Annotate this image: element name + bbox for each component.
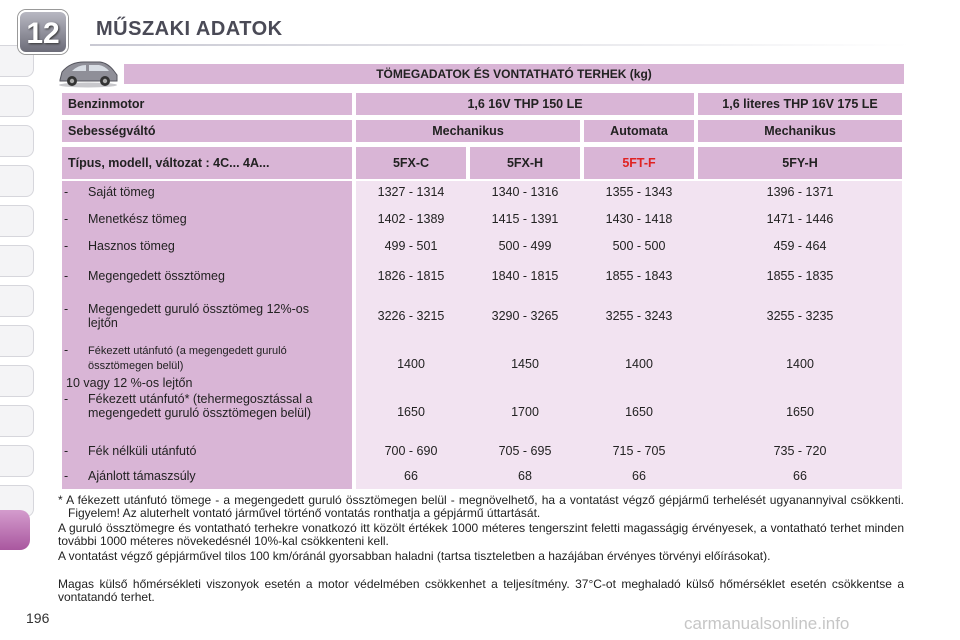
- cell-value: 3290 - 3265: [491, 309, 559, 323]
- title-divider: [90, 44, 910, 46]
- engine-a: 1,6 16V THP 150 LE: [356, 93, 694, 115]
- row-label-extra: 10 vagy 12 %-os lejtőn: [66, 376, 193, 390]
- row-label: Fék nélküli utánfutó: [88, 444, 197, 458]
- engine-row: [62, 93, 902, 115]
- chapter-tab[interactable]: [0, 445, 34, 477]
- cell-value: 1355 - 1343: [605, 185, 673, 199]
- cell-value: 1430 - 1418: [605, 212, 673, 226]
- chapter-tab[interactable]: [0, 405, 34, 437]
- row-label: Ajánlott támaszsúly: [88, 469, 196, 483]
- active-chapter-tab[interactable]: [0, 510, 30, 550]
- chapter-tab[interactable]: [0, 205, 34, 237]
- cell-value: 1840 - 1815: [491, 269, 559, 283]
- cell-value: 1400: [786, 357, 814, 371]
- gearbox-row: [62, 120, 902, 142]
- cell-value: 1402 - 1389: [377, 212, 445, 226]
- cell-value: 1826 - 1815: [377, 269, 445, 283]
- cell-value: 715 - 705: [612, 444, 666, 458]
- engine-b: 1,6 literes THP 16V 175 LE: [698, 93, 902, 115]
- watermark: carmanualsonline.info: [684, 614, 850, 633]
- cell-value: 66: [404, 469, 418, 483]
- cell-value: 499 - 501: [384, 239, 438, 253]
- type-code-highlighted: 5FT-F: [584, 147, 694, 179]
- type-code: 5FY-H: [698, 147, 902, 179]
- type-row: [62, 147, 902, 179]
- row-label: Megengedett össztömeg: [88, 269, 225, 283]
- cell-value: 1855 - 1843: [605, 269, 673, 283]
- value-column-bg: [356, 181, 902, 489]
- cell-value: 66: [632, 469, 646, 483]
- row-label: Hasznos tömeg: [88, 239, 175, 253]
- spec-table-header: [58, 88, 906, 184]
- spec-table-body: - Saját tömeg 1327 - 1314 1340 - 1316 1355 - 1343 1396 - 1371 - Menetkész tömeg 1402 - 1389 1415 - 1391 1430 - 1418 1471 - 1446 - Hasznos tömeg 499 - 501 500 - 499 500 - 500 459 - 464 - Megengedett össztömeg 1826 - 1815 1840 - 1815 1855 - 1843 1855 - 1835 - Megengedett guruló össztömeg 12%-os lejtőn 3226 - 3215 3290 - 3265 3255 - 3243 3255 - 3235 - Fékezett utánfutó (a megengedett guruló össztömegen belül) 10 vagy 12 %-os lejtőn 1400 1450 1400 1400 - Fékezett utánfutó* (tehermegosztással a megengedett guruló össztömegen belül) 1650 1700 1650 1650 - Fék nélküli utánfutó 700 - 690 705 - 695 715 - 705 735 - 720 - Ajánlott támaszsúly 66 68 66 66: [58, 181, 904, 489]
- chapter-tab[interactable]: [0, 165, 34, 197]
- row-label-main: Fékezett utánfutó (a megengedett guruló össztömegen belül): [88, 345, 287, 372]
- cell-value: 1400: [397, 357, 425, 371]
- cell-value: 1396 - 1371: [766, 185, 834, 199]
- table-caption: TÖMEGADATOK ÉS VONTATHATÓ TERHEK (kg): [124, 64, 904, 84]
- row-label: Megengedett guruló össztömeg 12%-os lejtőn: [88, 302, 309, 330]
- gearbox-label: Sebességváltó: [62, 120, 352, 142]
- cell-value: 1450: [511, 357, 539, 371]
- cell-value: 1650: [397, 405, 425, 419]
- cell-value: 1327 - 1314: [377, 185, 445, 199]
- cell-value: 500 - 500: [612, 239, 666, 253]
- type-code: 5FX-C: [356, 147, 466, 179]
- cell-value: 1700: [511, 405, 539, 419]
- cell-value: 66: [793, 469, 807, 483]
- row-label: Menetkész tömeg: [88, 212, 187, 226]
- cell-value: 500 - 499: [498, 239, 552, 253]
- cell-value: 1855 - 1835: [766, 269, 834, 283]
- cell-value: 1400: [625, 357, 653, 371]
- type-code: 5FX-H: [470, 147, 580, 179]
- page-number: 196: [26, 610, 50, 626]
- cell-value: 68: [518, 469, 532, 483]
- chapter-tab[interactable]: [0, 85, 34, 117]
- chapter-number-badge: 12: [18, 10, 68, 54]
- engine-label: Benzinmotor: [62, 93, 352, 115]
- cell-value: 1650: [625, 405, 653, 419]
- chapter-tab-strip: [0, 45, 40, 565]
- chapter-tab[interactable]: [0, 125, 34, 157]
- footnote: * A fékezett utánfutó tömege - a megengedett guruló össztömegen belül - megnövelhető, ha a vontatást végző gépjármű terhelését ugyanannyival csökkenti. Figyelem! Az aluterhelt vontató járművel történő vontatás ronthatja a gépjármű úttartását.: [58, 493, 904, 520]
- cell-value: 705 - 695: [498, 444, 552, 458]
- cell-value: 3255 - 3235: [766, 309, 834, 323]
- cell-value: 3255 - 3243: [605, 309, 673, 323]
- note-paragraph: A guruló össztömegre és vontatható terhekre vonatkozó itt közölt értékek 1000 méteres tengerszint feletti magasságig érvényesek, a vontatható terhet minden további 1000 méteres növekedésnél 10%-kal csökkenteni kell.: [58, 521, 904, 548]
- chapter-tab[interactable]: [0, 365, 34, 397]
- note-paragraph: Magas külső hőmérsékleti viszonyok esetén a motor védelmében csökkenhet a teljesítmény. 37°C-ot meghaladó külső hőmérséklet esetén csökkentse a vontatandó terhet.: [58, 577, 904, 604]
- label-column-bg: [62, 181, 352, 489]
- row-label: Fékezett utánfutó* (tehermegosztással a megengedett guruló össztömegen belül): [88, 392, 313, 420]
- cell-value: 1650: [786, 405, 814, 419]
- gearbox-manual-b: Mechanikus: [698, 120, 902, 142]
- gearbox-auto: Automata: [584, 120, 694, 142]
- note-paragraph: A vontatást végző gépjárművel tilos 100 km/óránál gyorsabban haladni (tartsa tiszteletben a hazájában érvényes törvényi előírásokat).: [58, 549, 771, 563]
- cell-value: 1340 - 1316: [491, 185, 559, 199]
- row-label: [64, 343, 334, 390]
- row-label: Saját tömeg: [88, 185, 155, 199]
- chapter-tab[interactable]: [0, 245, 34, 277]
- chapter-tab[interactable]: [0, 325, 34, 357]
- cell-value: 735 - 720: [773, 444, 827, 458]
- type-label: Típus, modell, változat : 4C... 4A...: [62, 147, 352, 179]
- cell-value: 1415 - 1391: [491, 212, 559, 226]
- cell-value: 1471 - 1446: [766, 212, 834, 226]
- cell-value: 3226 - 3215: [377, 309, 445, 323]
- cell-value: 459 - 464: [773, 239, 827, 253]
- car-icon: [56, 58, 120, 88]
- page-title: MŰSZAKI ADATOK: [96, 18, 283, 40]
- chapter-tab[interactable]: [0, 285, 34, 317]
- cell-value: 700 - 690: [384, 444, 438, 458]
- gearbox-manual: Mechanikus: [356, 120, 580, 142]
